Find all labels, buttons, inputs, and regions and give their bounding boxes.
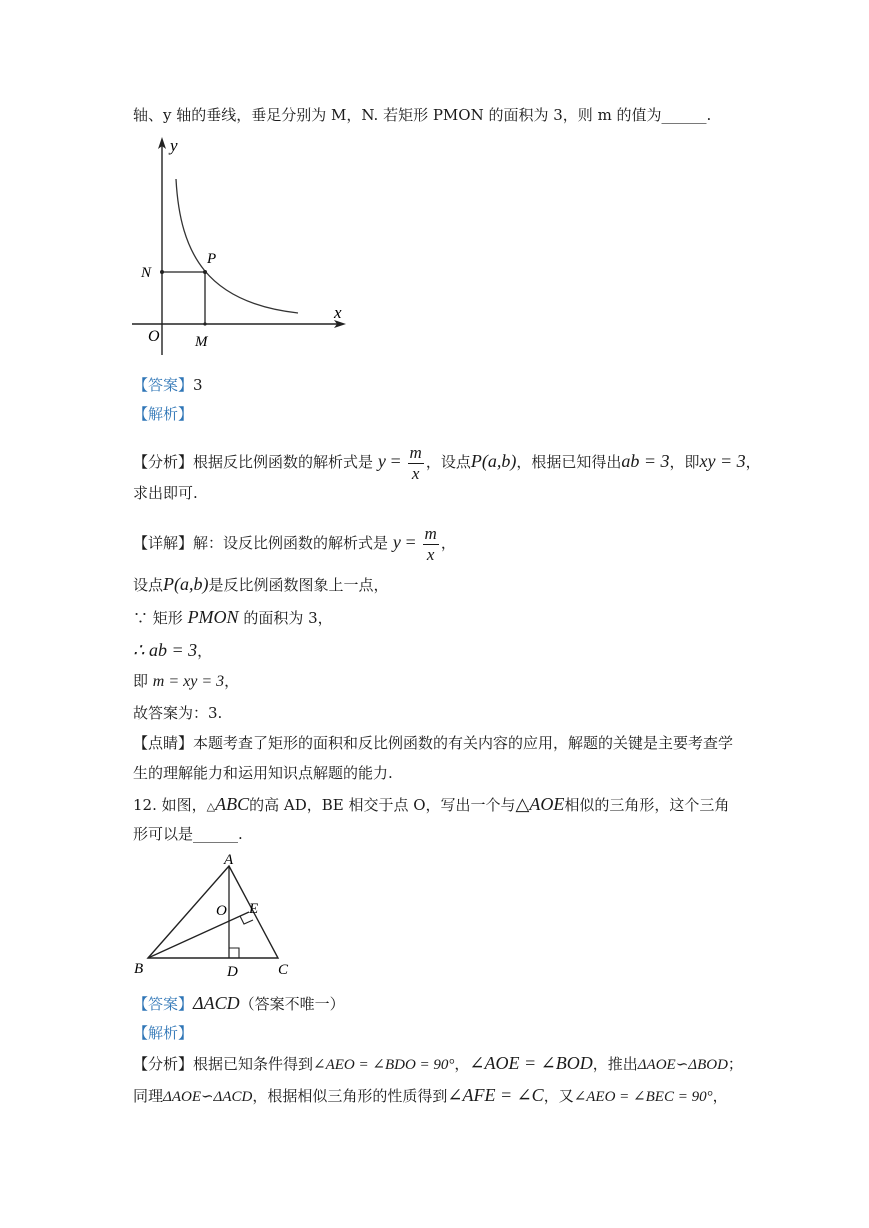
q12-stem-a: 12. 如图， bbox=[133, 796, 207, 814]
q12-fenxi-line-2 bbox=[133, 1085, 728, 1107]
fenxi12-l2-d: ， bbox=[712, 1087, 728, 1105]
point-N bbox=[160, 270, 164, 274]
fenxi12-m2: ∠AOE = ∠BOD bbox=[469, 1053, 593, 1073]
dianjing-tag: 【点睛】 bbox=[133, 734, 194, 752]
altitude-BE bbox=[148, 912, 249, 958]
label-E: E bbox=[249, 901, 259, 917]
fenxi12-l2-m3: ∠AEO = ∠BEC = 90° bbox=[573, 1089, 713, 1105]
answer-tag: 【答案】 bbox=[133, 376, 194, 394]
label-B: B bbox=[134, 961, 144, 977]
fenxi-text-1: 根据反比例函数的解析式是 bbox=[193, 453, 374, 471]
label-C: C bbox=[278, 962, 289, 978]
step2-b: 的面积为 3， bbox=[243, 609, 333, 627]
fenxi12-l2-a: 同理 bbox=[133, 1087, 164, 1105]
q12-stem-line-2: 形可以是______. bbox=[133, 825, 243, 843]
fenxi12-l2-m1: ΔAOE∽ΔACD bbox=[163, 1089, 253, 1105]
fenxi12-m3: ΔAOE∽ΔBOD bbox=[637, 1057, 728, 1073]
label-M: M bbox=[195, 334, 208, 350]
q11-stem-text: 轴、y 轴的垂线，垂足分别为 M，N. 若矩形 PMON 的面积为 3，则 m 的值为______. bbox=[133, 106, 712, 124]
point-M bbox=[203, 322, 206, 325]
step4-a: 即 bbox=[133, 672, 149, 690]
fenxi12-d: ； bbox=[727, 1055, 743, 1073]
q11-step-1 bbox=[133, 574, 389, 595]
answer-tag-12: 【答案】 bbox=[133, 995, 194, 1013]
fraction-m-over-x bbox=[408, 443, 424, 484]
triangle-figure bbox=[128, 850, 303, 980]
label-x: x bbox=[334, 303, 342, 322]
fenxi12-c: ，推出 bbox=[592, 1055, 638, 1073]
eq-equals-2: = bbox=[405, 532, 416, 552]
eq-ab3: ab = 3 bbox=[621, 451, 670, 471]
q11-dianjing-line-1 bbox=[133, 733, 733, 753]
step3-eq: ∴ ab = 3 bbox=[133, 640, 198, 660]
fenxi12-l2-c: ，又 bbox=[543, 1087, 574, 1105]
q12-answer-line bbox=[133, 993, 345, 1014]
fenxi12-tag: 【分析】 bbox=[133, 1055, 194, 1073]
right-angle-E bbox=[240, 916, 253, 924]
fenxi12-l2-b: ，根据相似三角形的性质得到 bbox=[252, 1087, 448, 1105]
q12-abc: ABC bbox=[215, 794, 250, 814]
label-N: N bbox=[141, 265, 152, 281]
point-P bbox=[203, 270, 207, 274]
q11-step-5: 故答案为：3. bbox=[133, 704, 223, 722]
fenxi-text-4: ，即 bbox=[669, 453, 700, 471]
label-D: D bbox=[227, 964, 238, 980]
step1-a: 设点 bbox=[133, 576, 164, 594]
q12-fenxi-line-1 bbox=[133, 1053, 743, 1075]
q11-xiangjie-line bbox=[133, 522, 456, 565]
label-y: y bbox=[170, 136, 178, 155]
fenxi-text-2: ，设点 bbox=[425, 453, 471, 471]
eq-equals: = bbox=[390, 451, 401, 471]
q11-answer-line bbox=[133, 375, 203, 395]
xiangjie-end: ， bbox=[440, 534, 456, 552]
step4-eq: m = xy = 3 bbox=[152, 673, 225, 690]
fenxi-tag: 【分析】 bbox=[133, 453, 194, 471]
eq-xy3: xy = 3 bbox=[699, 451, 746, 471]
frac-den-2: x bbox=[426, 544, 435, 564]
q11-fenxi-line bbox=[133, 441, 761, 484]
step2-rect: PMON bbox=[187, 607, 239, 627]
q11-stem-line bbox=[133, 105, 711, 125]
fenxi12-l2-m2: ∠AFE = ∠C bbox=[447, 1085, 544, 1105]
hyperbola-graph bbox=[128, 135, 353, 355]
q12-tri-symbol: △ bbox=[206, 800, 216, 813]
frac-den: x bbox=[411, 463, 420, 483]
label-O2: O bbox=[216, 903, 227, 919]
answer-note: （答案不唯一） bbox=[239, 995, 345, 1013]
eq-y: y bbox=[377, 451, 386, 471]
step1-b: 是反比例函数图象上一点， bbox=[208, 576, 389, 594]
step2-a: ∵ 矩形 bbox=[133, 609, 183, 627]
q11-dianjing-line-2: 生的理解能力和运用知识点解题的能力. bbox=[133, 764, 393, 782]
fraction-m-over-x-2 bbox=[423, 524, 439, 565]
q12-stem-line-1 bbox=[133, 794, 729, 817]
point-p-ab: P(a,b) bbox=[470, 451, 517, 471]
dianjing-text-1: 本题考查了矩形的面积和反比例函数的有关内容的应用，解题的关键是主要考查学 bbox=[193, 734, 734, 752]
label-A: A bbox=[224, 852, 234, 868]
fenxi12-b: ， bbox=[454, 1055, 470, 1073]
q12-stem-c: 相似的三角形，这个三角 bbox=[564, 796, 730, 814]
step1-point: P(a,b) bbox=[163, 574, 209, 594]
label-O: O bbox=[148, 328, 160, 345]
eq-y-2: y bbox=[392, 532, 401, 552]
frac-num: m bbox=[409, 442, 422, 462]
q12-analysis-tag: 【解析】 bbox=[133, 1024, 194, 1042]
right-angle-D bbox=[229, 948, 239, 958]
fenxi12-a: 根据已知条件得到 bbox=[193, 1055, 314, 1073]
answer-value: 3 bbox=[193, 376, 203, 394]
q11-step-3 bbox=[133, 640, 212, 661]
q12-stem-b: 的高 AD，BE 相交于点 O，写出一个与 bbox=[249, 796, 516, 814]
xiangjie-tag: 【详解】 bbox=[133, 534, 194, 552]
frac-num-2: m bbox=[424, 523, 437, 543]
answer-acd: ΔACD bbox=[193, 993, 240, 1013]
xiangjie-text-1: 解：设反比例函数的解析式是 bbox=[193, 534, 389, 552]
q11-step-4 bbox=[133, 671, 239, 692]
hyperbola-curve bbox=[176, 179, 298, 313]
label-P: P bbox=[207, 251, 217, 267]
q11-step-2 bbox=[133, 607, 333, 628]
q12-aoe: △AOE bbox=[515, 794, 565, 814]
step3-end: ， bbox=[197, 642, 213, 660]
fenxi-text-3: ，根据已知得出 bbox=[516, 453, 622, 471]
triangle-abc bbox=[148, 866, 278, 958]
step4-end: ， bbox=[224, 672, 240, 690]
q11-analysis-tag: 【解析】 bbox=[133, 405, 194, 423]
q11-fenxi-line-2: 求出即可. bbox=[133, 484, 198, 502]
fenxi-text-5: ， bbox=[745, 453, 761, 471]
fenxi12-m1: ∠AEO = ∠BDO = 90° bbox=[313, 1057, 455, 1073]
